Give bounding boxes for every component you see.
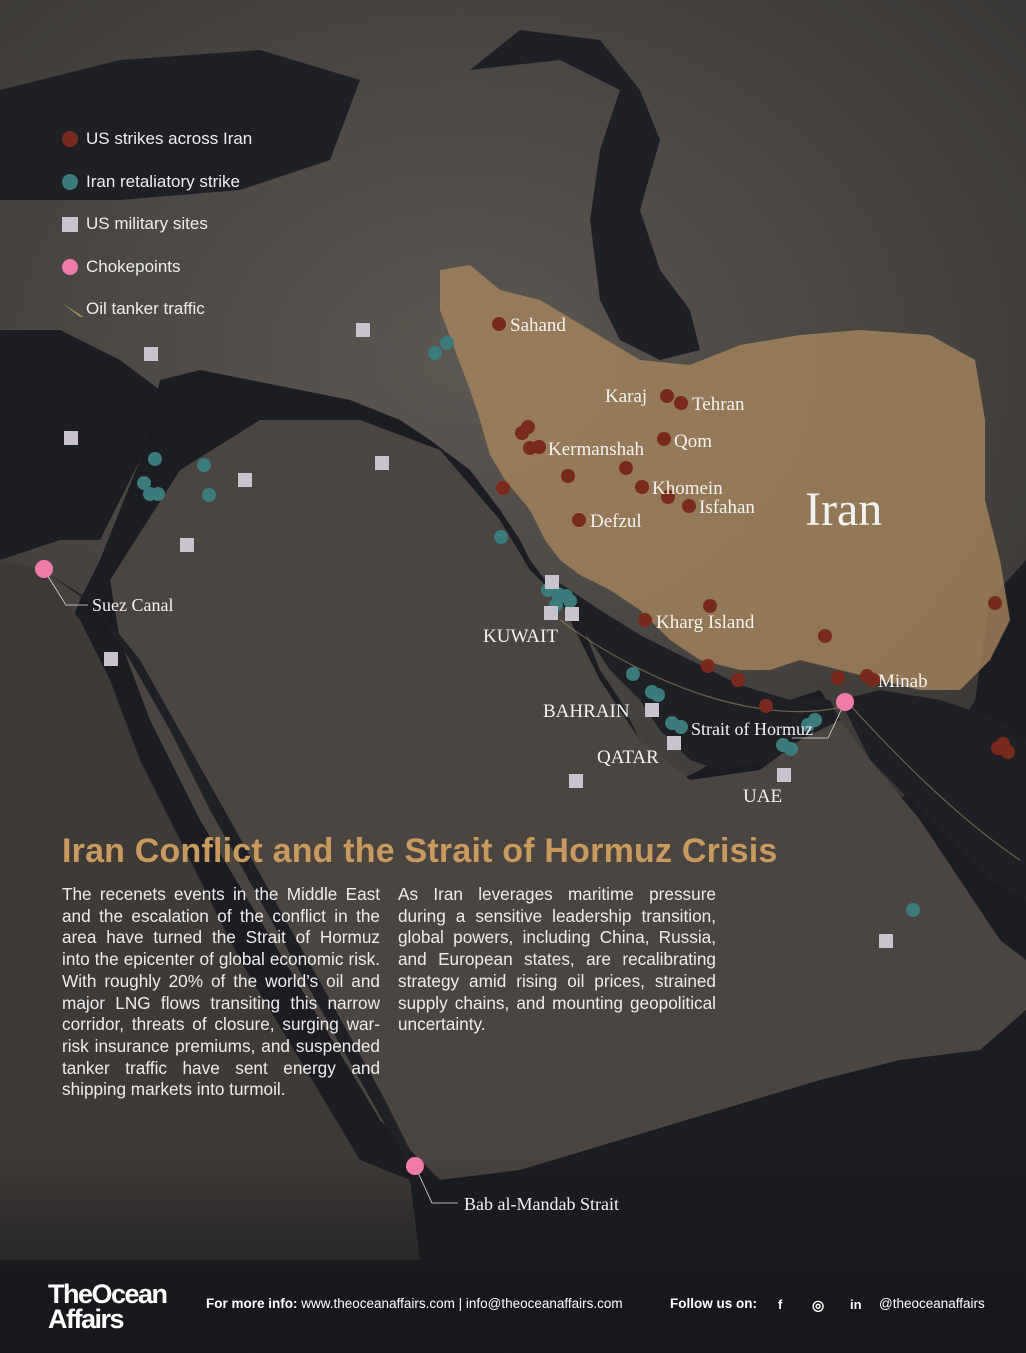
strike-marker: [731, 673, 745, 687]
strike-marker: [572, 513, 586, 527]
retaliation-marker: [428, 346, 442, 360]
military-site-marker: [144, 347, 158, 361]
legend-label: Oil tanker traffic: [86, 299, 205, 319]
chokepoint-bab-marker: [406, 1157, 424, 1175]
article-title: Iran Conflict and the Strait of Hormuz Crisis: [62, 832, 778, 870]
info-label: For more info:: [206, 1296, 298, 1311]
military-site-marker: [180, 538, 194, 552]
retaliation-marker: [151, 487, 165, 501]
legend-label: Iran retaliatory strike: [86, 171, 240, 191]
legend-item-tanker: [62, 288, 252, 331]
country-label-qatar: QATAR: [597, 747, 659, 768]
military-site-marker: [375, 456, 389, 470]
logo-line-2: Affairs: [48, 1304, 124, 1334]
retaliation-marker: [784, 742, 798, 756]
city-label-minab: Minab: [878, 671, 928, 692]
retaliation-marker: [651, 688, 665, 702]
strike-marker: [635, 480, 649, 494]
city-label-qom: Qom: [674, 431, 712, 452]
strike-marker: [657, 432, 671, 446]
info-links[interactable]: www.theoceanaffairs.com | info@theoceanaffairs.com: [301, 1296, 623, 1311]
logo: [48, 1279, 167, 1334]
retaliation-marker: [674, 720, 688, 734]
retaliation-marker: [148, 452, 162, 466]
retaliation-marker: [440, 336, 454, 350]
city-label-khomein: Khomein: [652, 478, 723, 499]
military-site-marker: [545, 575, 559, 589]
linkedin-icon[interactable]: in: [850, 1297, 862, 1312]
city-label-defzul: Defzul: [590, 511, 642, 532]
legend-label: Chokepoints: [86, 256, 181, 276]
retaliation-marker: [906, 903, 920, 917]
follow-label: Follow us on:: [670, 1296, 757, 1311]
country-label-kuwait: KUWAIT: [483, 626, 558, 647]
strike-marker: [496, 481, 510, 495]
contact-info: [206, 1296, 623, 1311]
military-site-marker: [356, 323, 370, 337]
footer: [0, 1270, 1026, 1353]
retaliation-marker: [563, 594, 577, 608]
logo-line-1: TheOcean: [48, 1279, 167, 1309]
city-label-tehran: Tehran: [692, 394, 745, 415]
military-site-marker: [569, 774, 583, 788]
retaliation-marker: [197, 458, 211, 472]
strike-marker: [759, 699, 773, 713]
strike-marker: [682, 499, 696, 513]
retaliation-marker: [626, 667, 640, 681]
strike-marker: [701, 659, 715, 673]
legend-item-military: [62, 203, 252, 246]
strike-marker: [619, 461, 633, 475]
military-site-marker: [238, 473, 252, 487]
chokepoint-label-bab: Bab al-Mandab Strait: [464, 1194, 619, 1214]
city-label-kermanshah: Kermanshah: [548, 439, 645, 460]
military-site-marker: [565, 607, 579, 621]
strike-marker: [561, 469, 575, 483]
legend-label: US military sites: [86, 214, 208, 234]
strike-marker: [638, 613, 652, 627]
legend-item-retaliation: [62, 161, 252, 204]
legend: [62, 118, 252, 331]
chokepoint-dot-icon: [62, 259, 78, 275]
strike-dot-icon: [62, 131, 78, 147]
facebook-icon[interactable]: f: [778, 1297, 783, 1312]
strike-marker: [703, 599, 717, 613]
country-label-uae: UAE: [743, 786, 783, 807]
article-column-2: As Iran leverages maritime pressure during a sensitive leadership transition, global powers, including China, Russia, and European states, are recalibrating strategy amid rising oil prices, strained supply chains, and mounting geopolitical uncertainty.: [398, 884, 716, 1035]
chokepoint-hormuz-marker: [836, 693, 854, 711]
city-label-isfahan: Isfahan: [699, 497, 755, 518]
article-column-1: The recenets events in the Middle East and the escalation of the conflict in the area have turned the Strait of Hormuz into the epicenter of global economic risk. With roughly 20% of the world’s oil and major LNG flows transiting this narrow corridor, threats of closure, surging war-risk insurance premiums, and suspended tanker traffic have sent energy and shipping markets into turmoil.: [62, 884, 380, 1100]
legend-item-strikes: [62, 118, 252, 161]
military-site-marker: [879, 934, 893, 948]
strike-marker: [521, 420, 535, 434]
city-label-kharg-island: Kharg Island: [656, 612, 755, 633]
legend-label: US strikes across Iran: [86, 129, 253, 149]
chokepoint-label-hormuz: Strait of Hormuz: [691, 719, 813, 739]
strike-marker: [660, 389, 674, 403]
social-handle[interactable]: @theoceanaffairs: [879, 1296, 985, 1311]
tanker-traffic-icon: [62, 301, 78, 317]
country-label-bahrain: BAHRAIN: [543, 701, 630, 722]
country-label-iran: Iran: [805, 483, 883, 536]
strike-marker: [492, 317, 506, 331]
strike-marker: [674, 396, 688, 410]
retaliation-marker: [494, 530, 508, 544]
military-site-marker: [544, 606, 558, 620]
strike-marker: [532, 440, 546, 454]
chokepoint-suez-marker: [35, 560, 53, 578]
military-site-marker: [104, 652, 118, 666]
strike-marker: [996, 737, 1010, 751]
legend-item-chokepoints: [62, 246, 252, 289]
retaliation-dot-icon: [62, 174, 78, 190]
military-site-marker: [667, 736, 681, 750]
military-site-marker: [64, 431, 78, 445]
city-label-karaj: Karaj: [605, 386, 648, 407]
strike-marker: [831, 671, 845, 685]
military-site-square-icon: [62, 217, 78, 232]
military-site-marker: [777, 768, 791, 782]
military-site-marker: [645, 703, 659, 717]
instagram-icon[interactable]: ◎: [812, 1297, 825, 1313]
strike-marker: [818, 629, 832, 643]
chokepoint-label-suez: Suez Canal: [92, 595, 174, 615]
retaliation-marker: [202, 488, 216, 502]
city-label-sahand: Sahand: [510, 315, 566, 336]
strike-marker: [988, 596, 1002, 610]
